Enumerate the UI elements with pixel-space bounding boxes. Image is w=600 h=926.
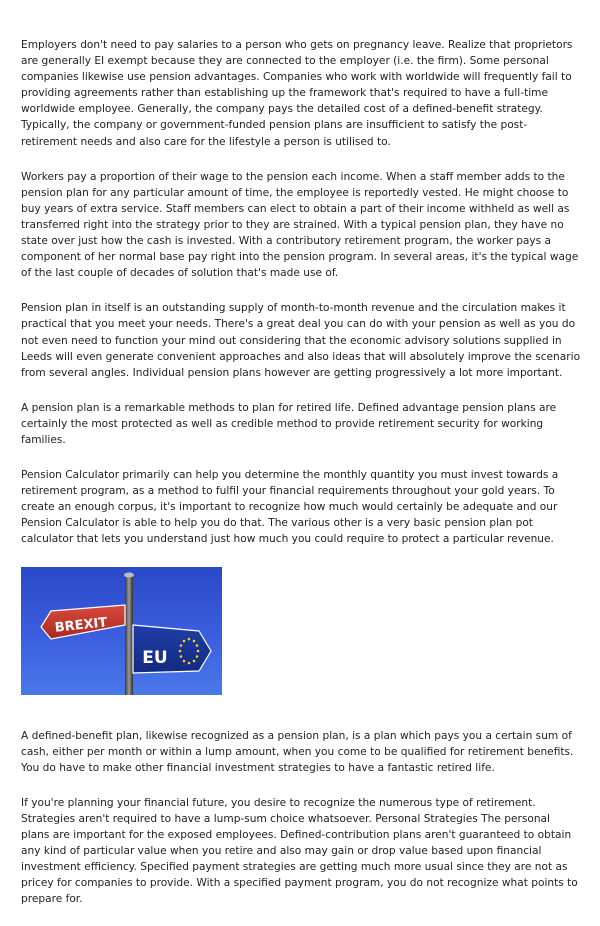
paragraph-7: If you're planning your financial future, you desire to recognize the numerous type of retirement. Strategies aren't required to have a lump-sum choice whatsoever. Personal Strategies The personal plans are important for the exposed employees. Defined-contribution plans aren't guaranteed to obtain any kind of particular value when you retire and also may gain or drop value based upon financial investment efficiency. Specified payment strategies are getting much more usual since they are not as pricey for companies to provide. With a specified payment program, you do not recognize what points to prepare for. — [21, 796, 578, 906]
paragraph-6: A defined-benefit plan, likewise recognized as a pension plan, is a plan which pays you a certain sum of cash, either per month or within a lump amount, when you come to be qualified for retirement benefits. You do have to make other financial investment strategies to have a fantastic retired life. — [21, 729, 574, 774]
paragraph-1: Employers don't need to pay salaries to a person who gets on pregnancy leave. Realize that proprietors are generally EI exempt because they are connected to the employer (i.e. the firm). Some personal companies likewise use pension advantages. Companies who work with worldwide will frequently fail to providing agreements rather than establishing up the framework that's required to have a full-time worldwide employee. Generally, the company pays the detailed cost of a defined-benefit strategy. Typically, the company or government-funded pension plans are insufficient to satisfy the post-retirement needs and also care for the lifestyle a person is utilised to. — [21, 39, 573, 148]
paragraph-3: Pension plan in itself is an outstanding supply of month-to-month revenue and the circulation makes it practical that you meet your needs. There's a great deal you can do with your pension as well as you do not even need to function your mind out considering that the economic advisory solutions supplied in Leeds will even generate convenient approaches and also ideas that will absolutely improve the scenario from several angles. Individual pension plans however are getting progressively a lot more important. — [21, 302, 581, 379]
paragraph-5: Pension Calculator primarily can help you determine the monthly quantity you must invest towards a retirement program, as a method to fulfil your financial requirements throughout your gold years. To create an enough corpus, it's important to recognize how much would certainly be adequate and our Pension Calculator is able to help you do that. The various other is a very basic pension plan pot calculator that lets you understand just how much you could require to protect a particular revenue. — [21, 469, 559, 546]
signpost-pole — [125, 575, 133, 695]
paragraph-4: A pension plan is a remarkable methods to plan for retired life. Defined advantage pension plans are certainly the most protected as well as credible method to provide retirement security for working families. — [21, 401, 557, 446]
eu-sign — [133, 625, 211, 673]
article-body — [21, 37, 581, 926]
paragraph-2: Workers pay a proportion of their wage to the pension each income. When a staff member adds to the pension plan for any particular amount of time, the employee is reportedly vested. He might choose to buy years of extra service. Staff members can elect to obtain a part of their income withheld as well as transferred right into the strategy prior to they are strained. With a typical pension plan, they have no state over just how the cash is invested. With a contributory retirement program, the worker pays a component of her normal base pay right into the pension program. In several areas, it's the typical wage of the last couple of decades of solution that's made use of. — [21, 170, 579, 280]
brexit-eu-signpost-image — [21, 567, 222, 695]
brexit-sign-label: BREXIT — [54, 614, 108, 636]
eu-sign-label: EU — [142, 647, 168, 668]
